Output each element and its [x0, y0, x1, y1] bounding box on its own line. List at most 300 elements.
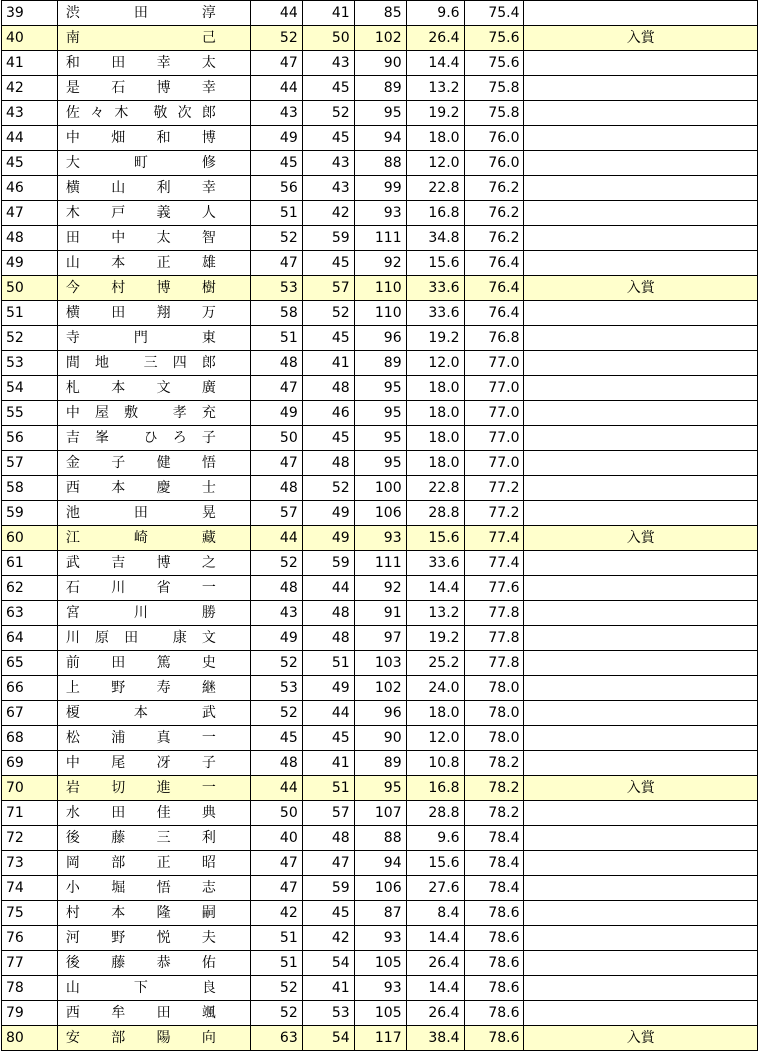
table-row	[2, 151, 758, 176]
player-name-text: 大 町 修	[65, 155, 216, 171]
out-score-cell: 40	[250, 826, 302, 851]
gross-score-cell: 103	[354, 651, 406, 676]
award-cell	[524, 376, 758, 401]
net-score-cell: 77.2	[464, 501, 524, 526]
table-row	[2, 851, 758, 876]
net-score-cell: 75.8	[464, 101, 524, 126]
gross-score-cell: 93	[354, 976, 406, 1001]
in-score-cell: 54	[302, 951, 354, 976]
gross-score-cell: 89	[354, 751, 406, 776]
handicap-cell: 34.8	[406, 226, 464, 251]
out-score-cell: 57	[250, 501, 302, 526]
out-score-cell: 51	[250, 951, 302, 976]
net-score-cell: 76.0	[464, 126, 524, 151]
in-score-cell: 52	[302, 476, 354, 501]
table-row	[2, 526, 758, 551]
in-score-cell: 45	[302, 426, 354, 451]
out-score-cell: 63	[250, 1026, 302, 1051]
handicap-cell: 19.2	[406, 326, 464, 351]
out-score-cell: 44	[250, 526, 302, 551]
rank-cell: 80	[2, 1026, 58, 1051]
net-score-cell: 77.4	[464, 526, 524, 551]
table-row	[2, 676, 758, 701]
award-cell	[524, 201, 758, 226]
table-row	[2, 76, 758, 101]
in-score-cell: 47	[302, 851, 354, 876]
out-score-cell: 52	[250, 1001, 302, 1026]
table-row	[2, 26, 758, 51]
gross-score-cell: 94	[354, 851, 406, 876]
table-row	[2, 926, 758, 951]
gross-score-cell: 95	[354, 401, 406, 426]
in-score-cell: 52	[302, 101, 354, 126]
in-score-cell: 45	[302, 901, 354, 926]
net-score-cell: 78.6	[464, 926, 524, 951]
out-score-cell: 52	[250, 26, 302, 51]
player-name-text: 岩切進一	[65, 780, 216, 796]
player-name-cell	[57, 801, 250, 826]
net-score-cell: 78.6	[464, 976, 524, 1001]
player-name-text: 横田翔万	[65, 305, 216, 321]
rank-cell: 45	[2, 151, 58, 176]
in-score-cell: 41	[302, 351, 354, 376]
table-row	[2, 476, 758, 501]
player-name-cell	[57, 701, 250, 726]
rank-cell: 52	[2, 326, 58, 351]
table-row	[2, 426, 758, 451]
handicap-cell: 13.2	[406, 601, 464, 626]
player-name-text: 金子健悟	[65, 455, 216, 471]
award-cell	[524, 726, 758, 751]
gross-score-cell: 89	[354, 351, 406, 376]
table-row	[2, 951, 758, 976]
out-score-cell: 48	[250, 476, 302, 501]
player-name-cell	[57, 76, 250, 101]
award-cell	[524, 1, 758, 26]
gross-score-cell: 93	[354, 926, 406, 951]
player-name-text: 江 崎 藏	[65, 530, 216, 546]
out-score-cell: 52	[250, 701, 302, 726]
handicap-cell: 14.4	[406, 926, 464, 951]
net-score-cell: 77.2	[464, 476, 524, 501]
net-score-cell: 78.2	[464, 776, 524, 801]
player-name-cell	[57, 851, 250, 876]
net-score-cell: 77.0	[464, 351, 524, 376]
out-score-cell: 43	[250, 601, 302, 626]
gross-score-cell: 106	[354, 876, 406, 901]
rank-cell: 70	[2, 776, 58, 801]
rank-cell: 71	[2, 801, 58, 826]
rank-cell: 44	[2, 126, 58, 151]
rank-cell: 39	[2, 1, 58, 26]
player-name-text: 宮 川 勝	[65, 605, 216, 621]
player-name-cell	[57, 951, 250, 976]
out-score-cell: 48	[250, 751, 302, 776]
player-name-text: 山 下 良	[65, 980, 216, 996]
rank-cell: 40	[2, 26, 58, 51]
player-name-cell	[57, 551, 250, 576]
rank-cell: 42	[2, 76, 58, 101]
table-row	[2, 651, 758, 676]
player-name-cell	[57, 401, 250, 426]
net-score-cell: 78.2	[464, 751, 524, 776]
player-name-cell	[57, 876, 250, 901]
award-cell	[524, 426, 758, 451]
player-name-cell	[57, 351, 250, 376]
out-score-cell: 53	[250, 276, 302, 301]
in-score-cell: 49	[302, 676, 354, 701]
table-row	[2, 101, 758, 126]
out-score-cell: 47	[250, 376, 302, 401]
award-cell	[524, 176, 758, 201]
table-row	[2, 226, 758, 251]
gross-score-cell: 107	[354, 801, 406, 826]
handicap-cell: 25.2	[406, 651, 464, 676]
award-cell	[524, 326, 758, 351]
player-name-cell	[57, 751, 250, 776]
net-score-cell: 76.2	[464, 201, 524, 226]
player-name-text: 中畑和博	[65, 130, 216, 146]
in-score-cell: 43	[302, 176, 354, 201]
net-score-cell: 78.6	[464, 1001, 524, 1026]
gross-score-cell: 92	[354, 251, 406, 276]
award-cell	[524, 126, 758, 151]
handicap-cell: 28.8	[406, 501, 464, 526]
in-score-cell: 45	[302, 76, 354, 101]
player-name-text: 間地 三四郎	[65, 355, 216, 371]
out-score-cell: 43	[250, 101, 302, 126]
player-name-text: 西本慶士	[65, 480, 216, 496]
net-score-cell: 77.8	[464, 651, 524, 676]
in-score-cell: 59	[302, 226, 354, 251]
out-score-cell: 42	[250, 901, 302, 926]
out-score-cell: 49	[250, 626, 302, 651]
handicap-cell: 12.0	[406, 151, 464, 176]
net-score-cell: 78.4	[464, 826, 524, 851]
rank-cell: 64	[2, 626, 58, 651]
award-cell	[524, 501, 758, 526]
gross-score-cell: 102	[354, 676, 406, 701]
handicap-cell: 26.4	[406, 951, 464, 976]
award-cell	[524, 701, 758, 726]
player-name-cell	[57, 601, 250, 626]
out-score-cell: 51	[250, 201, 302, 226]
award-cell	[524, 801, 758, 826]
handicap-cell: 24.0	[406, 676, 464, 701]
table-row	[2, 376, 758, 401]
results-table	[1, 0, 758, 1051]
out-score-cell: 47	[250, 51, 302, 76]
table-row	[2, 826, 758, 851]
table-row	[2, 726, 758, 751]
rank-cell: 58	[2, 476, 58, 501]
out-score-cell: 56	[250, 176, 302, 201]
in-score-cell: 54	[302, 1026, 354, 1051]
award-cell: 入賞	[524, 26, 758, 51]
player-name-text: 川原田 康文	[65, 630, 216, 646]
out-score-cell: 51	[250, 326, 302, 351]
in-score-cell: 41	[302, 751, 354, 776]
net-score-cell: 77.8	[464, 626, 524, 651]
rank-cell: 69	[2, 751, 58, 776]
in-score-cell: 43	[302, 151, 354, 176]
award-cell	[524, 476, 758, 501]
player-name-text: 吉峯 ひろ子	[65, 430, 216, 446]
award-cell	[524, 51, 758, 76]
table-row	[2, 276, 758, 301]
gross-score-cell: 105	[354, 951, 406, 976]
player-name-cell	[57, 1, 250, 26]
gross-score-cell: 95	[354, 776, 406, 801]
rank-cell: 65	[2, 651, 58, 676]
rank-cell: 46	[2, 176, 58, 201]
handicap-cell: 14.4	[406, 576, 464, 601]
award-cell	[524, 101, 758, 126]
gross-score-cell: 92	[354, 576, 406, 601]
player-name-cell	[57, 476, 250, 501]
in-score-cell: 45	[302, 126, 354, 151]
gross-score-cell: 93	[354, 201, 406, 226]
out-score-cell: 52	[250, 551, 302, 576]
handicap-cell: 19.2	[406, 626, 464, 651]
handicap-cell: 18.0	[406, 451, 464, 476]
in-score-cell: 48	[302, 626, 354, 651]
award-cell	[524, 351, 758, 376]
gross-score-cell: 111	[354, 551, 406, 576]
handicap-cell: 26.4	[406, 1001, 464, 1026]
award-cell: 入賞	[524, 276, 758, 301]
in-score-cell: 45	[302, 251, 354, 276]
table-row	[2, 451, 758, 476]
results-table-body	[2, 1, 758, 1051]
player-name-text: 南 己	[65, 30, 216, 46]
player-name-text: 上野寿継	[65, 680, 216, 696]
award-cell	[524, 226, 758, 251]
player-name-cell	[57, 526, 250, 551]
net-score-cell: 78.2	[464, 801, 524, 826]
rank-cell: 61	[2, 551, 58, 576]
in-score-cell: 59	[302, 876, 354, 901]
net-score-cell: 78.4	[464, 851, 524, 876]
in-score-cell: 49	[302, 501, 354, 526]
table-row	[2, 251, 758, 276]
gross-score-cell: 110	[354, 301, 406, 326]
gross-score-cell: 96	[354, 701, 406, 726]
player-name-text: 寺 門 東	[65, 330, 216, 346]
net-score-cell: 77.0	[464, 426, 524, 451]
player-name-cell	[57, 226, 250, 251]
out-score-cell: 48	[250, 576, 302, 601]
gross-score-cell: 90	[354, 726, 406, 751]
handicap-cell: 14.4	[406, 976, 464, 1001]
player-name-text: 中尾冴子	[65, 755, 216, 771]
player-name-cell	[57, 26, 250, 51]
handicap-cell: 19.2	[406, 101, 464, 126]
in-score-cell: 57	[302, 276, 354, 301]
gross-score-cell: 95	[354, 101, 406, 126]
in-score-cell: 41	[302, 976, 354, 1001]
net-score-cell: 75.8	[464, 76, 524, 101]
rank-cell: 68	[2, 726, 58, 751]
net-score-cell: 76.2	[464, 226, 524, 251]
gross-score-cell: 90	[354, 51, 406, 76]
award-cell	[524, 401, 758, 426]
player-name-text: 札本文廣	[65, 380, 216, 396]
net-score-cell: 77.4	[464, 551, 524, 576]
player-name-text: 木戸義人	[65, 205, 216, 221]
table-row	[2, 801, 758, 826]
award-cell	[524, 951, 758, 976]
player-name-cell	[57, 676, 250, 701]
rank-cell: 50	[2, 276, 58, 301]
rank-cell: 41	[2, 51, 58, 76]
table-row	[2, 326, 758, 351]
rank-cell: 79	[2, 1001, 58, 1026]
net-score-cell: 76.8	[464, 326, 524, 351]
player-name-cell	[57, 626, 250, 651]
gross-score-cell: 97	[354, 626, 406, 651]
rank-cell: 74	[2, 876, 58, 901]
handicap-cell: 26.4	[406, 26, 464, 51]
table-row	[2, 976, 758, 1001]
gross-score-cell: 93	[354, 526, 406, 551]
out-score-cell: 53	[250, 676, 302, 701]
in-score-cell: 42	[302, 926, 354, 951]
out-score-cell: 45	[250, 151, 302, 176]
table-row	[2, 576, 758, 601]
table-row	[2, 1, 758, 26]
net-score-cell: 76.4	[464, 301, 524, 326]
rank-cell: 47	[2, 201, 58, 226]
handicap-cell: 22.8	[406, 476, 464, 501]
award-cell	[524, 151, 758, 176]
handicap-cell: 18.0	[406, 126, 464, 151]
player-name-text: 河野悦夫	[65, 930, 216, 946]
in-score-cell: 52	[302, 301, 354, 326]
table-row	[2, 1001, 758, 1026]
award-cell	[524, 601, 758, 626]
rank-cell: 51	[2, 301, 58, 326]
award-cell	[524, 576, 758, 601]
gross-score-cell: 89	[354, 76, 406, 101]
rank-cell: 72	[2, 826, 58, 851]
award-cell	[524, 551, 758, 576]
player-name-cell	[57, 1001, 250, 1026]
award-cell	[524, 901, 758, 926]
award-cell	[524, 76, 758, 101]
player-name-text: 松浦真一	[65, 730, 216, 746]
handicap-cell: 12.0	[406, 726, 464, 751]
in-score-cell: 48	[302, 826, 354, 851]
table-row	[2, 51, 758, 76]
gross-score-cell: 88	[354, 151, 406, 176]
gross-score-cell: 91	[354, 601, 406, 626]
player-name-text: 池 田 晃	[65, 505, 216, 521]
net-score-cell: 75.6	[464, 26, 524, 51]
gross-score-cell: 87	[354, 901, 406, 926]
in-score-cell: 48	[302, 601, 354, 626]
out-score-cell: 44	[250, 76, 302, 101]
net-score-cell: 77.8	[464, 601, 524, 626]
award-cell	[524, 826, 758, 851]
rank-cell: 55	[2, 401, 58, 426]
player-name-cell	[57, 776, 250, 801]
gross-score-cell: 99	[354, 176, 406, 201]
out-score-cell: 47	[250, 876, 302, 901]
net-score-cell: 75.4	[464, 1, 524, 26]
out-score-cell: 51	[250, 926, 302, 951]
out-score-cell: 48	[250, 351, 302, 376]
player-name-text: 和田幸太	[65, 55, 216, 71]
gross-score-cell: 110	[354, 276, 406, 301]
table-row	[2, 601, 758, 626]
out-score-cell: 52	[250, 226, 302, 251]
in-score-cell: 42	[302, 201, 354, 226]
table-row	[2, 351, 758, 376]
out-score-cell: 50	[250, 801, 302, 826]
handicap-cell: 10.8	[406, 751, 464, 776]
player-name-cell	[57, 576, 250, 601]
rank-cell: 59	[2, 501, 58, 526]
player-name-text: 横山利幸	[65, 180, 216, 196]
table-row	[2, 126, 758, 151]
award-cell: 入賞	[524, 1026, 758, 1051]
gross-score-cell: 95	[354, 376, 406, 401]
player-name-text: 水田佳典	[65, 805, 216, 821]
rank-cell: 78	[2, 976, 58, 1001]
net-score-cell: 75.6	[464, 51, 524, 76]
player-name-text: 石川省一	[65, 580, 216, 596]
table-row	[2, 876, 758, 901]
table-row	[2, 626, 758, 651]
table-row	[2, 1026, 758, 1051]
handicap-cell: 13.2	[406, 76, 464, 101]
handicap-cell: 28.8	[406, 801, 464, 826]
out-score-cell: 52	[250, 976, 302, 1001]
player-name-cell	[57, 826, 250, 851]
player-name-text: 小堀悟志	[65, 880, 216, 896]
handicap-cell: 38.4	[406, 1026, 464, 1051]
player-name-text: 村本隆嗣	[65, 905, 216, 921]
rank-cell: 75	[2, 901, 58, 926]
table-row	[2, 501, 758, 526]
player-name-text: 中屋敷 孝充	[65, 405, 216, 421]
in-score-cell: 53	[302, 1001, 354, 1026]
net-score-cell: 78.0	[464, 701, 524, 726]
out-score-cell: 47	[250, 851, 302, 876]
award-cell	[524, 451, 758, 476]
gross-score-cell: 96	[354, 326, 406, 351]
player-name-cell	[57, 376, 250, 401]
table-row	[2, 401, 758, 426]
award-cell	[524, 251, 758, 276]
player-name-text: 岡部正昭	[65, 855, 216, 871]
in-score-cell: 44	[302, 576, 354, 601]
gross-score-cell: 106	[354, 501, 406, 526]
player-name-cell	[57, 651, 250, 676]
out-score-cell: 49	[250, 401, 302, 426]
out-score-cell: 44	[250, 1, 302, 26]
table-row	[2, 176, 758, 201]
net-score-cell: 78.4	[464, 876, 524, 901]
player-name-cell	[57, 501, 250, 526]
in-score-cell: 51	[302, 776, 354, 801]
handicap-cell: 18.0	[406, 426, 464, 451]
handicap-cell: 9.6	[406, 1, 464, 26]
player-name-text: 田中太智	[65, 230, 216, 246]
award-cell	[524, 1001, 758, 1026]
net-score-cell: 76.4	[464, 251, 524, 276]
